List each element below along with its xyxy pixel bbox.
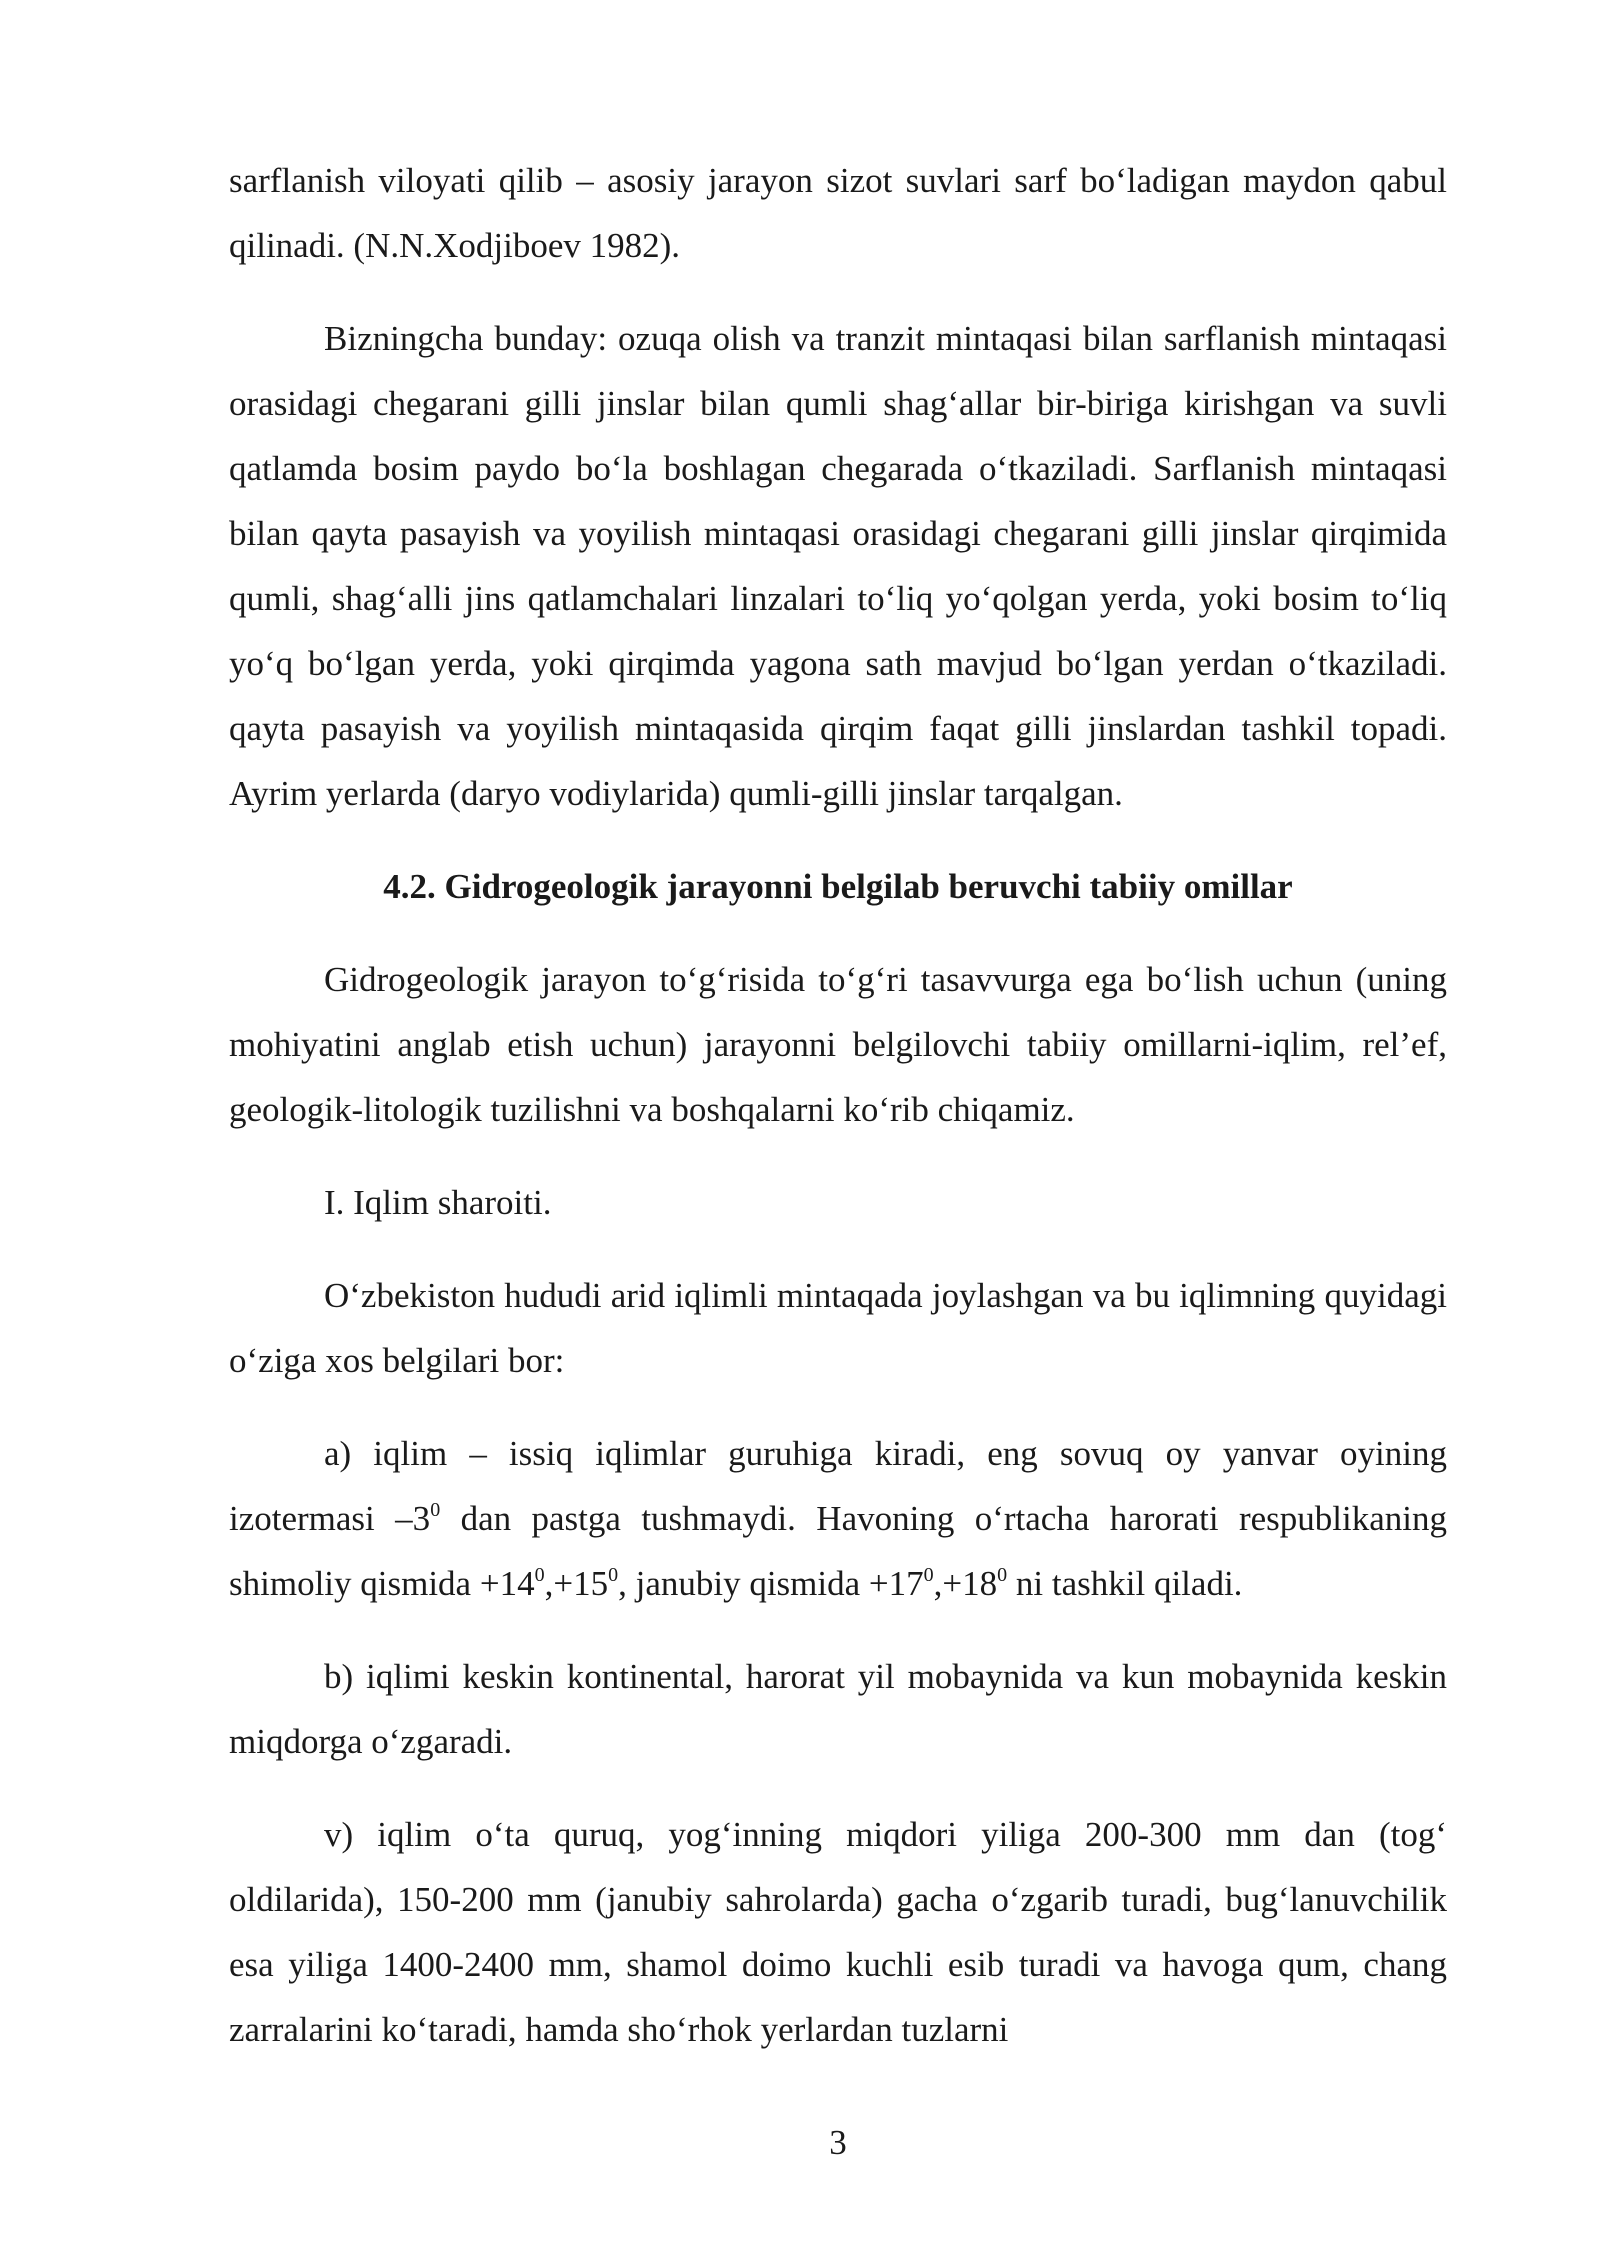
section-heading: 4.2. Gidrogeologik jarayonni belgilab beruvchi tabiiy omillar — [383, 867, 1293, 906]
degree-superscript: 0 — [997, 1564, 1008, 1586]
text-column — [229, 148, 1447, 2090]
degree-superscript: 0 — [923, 1564, 934, 1586]
degree-superscript: 0 — [608, 1564, 619, 1586]
item-a-text-2: dan pastga tushmaydi. Havoning o‘rtacha harorati respublikaning shimoliy qismida +14 — [229, 1499, 1448, 1603]
item-a-text-5: ,+18 — [933, 1564, 998, 1603]
paragraph-climate-title: I. Iqlim sharoiti. — [324, 1183, 552, 1222]
paragraph-continuation: sarflanish viloyati qilib – asosiy jarayon sizot suvlari sarf bo‘ladigan maydon qabul qilinadi. (N.N.Xodjiboev 1982). — [229, 161, 1447, 265]
paragraph-item-v: v) iqlim o‘ta quruq, yog‘inning miqdori yiliga 200-300 mm dan (tog‘ oldilarida), 150-200 mm (janubiy sahrolarda) gacha o‘zgarib turadi, bug‘lanuvchilik esa yiliga 1400-2400 mm, shamol doimo kuchli esib turadi va havoga qum, chang zarralarini ko‘taradi, hamda sho‘rhok yerlardan tuzlarni — [229, 1815, 1447, 2049]
paragraph-item-b: b) iqlimi keskin kontinental, harorat yil mobaynida va kun mobaynida keskin miqdorga o‘zgaradi. — [229, 1657, 1447, 1761]
paragraph-boundaries: Bizningcha bunday: ozuqa olish va tranzit mintaqasi bilan sarflanish mintaqasi orasidagi chegarani gilli jinslar bilan qumli shag‘allar bir-biriga kirishgan va suvli qatlamda bosim paydo bo‘la boshlagan chegarada o‘tkaziladi. Sarflanish mintaqasi bilan qayta pasayish va yoyilish mintaqasi orasidagi chegarani gilli jinslar qirqimida qumli, shag‘alli jins qatlamchalari linzalari to‘liq yo‘qolgan yerda, yoki bosim to‘liq yo‘q bo‘lgan yerda, yoki qirqimda yagona sath mavjud bo‘lgan yerdan o‘tkaziladi. qayta pasayish va yoyilish mintaqasida qirqim faqat gilli jinslardan tashkil topadi. Ayrim yerlarda (daryo vodiylarida) qumli-gilli jinslar tarqalgan. — [229, 319, 1447, 813]
paragraph-item-a — [229, 1421, 1447, 1616]
paragraph-arid-climate: O‘zbekiston hududi arid iqlimli mintaqada joylashgan va bu iqlimning quyidagi o‘ziga xos belgilari bor: — [229, 1276, 1447, 1380]
page-number: 3 — [829, 2123, 847, 2162]
item-a-text-4: , janubiy qismida +17 — [618, 1564, 924, 1603]
item-a-text-3: ,+15 — [544, 1564, 609, 1603]
item-a-text-6: ni tashkil qiladi. — [1007, 1564, 1243, 1603]
paragraph-intro-factors: Gidrogeologik jarayon to‘g‘risida to‘g‘ri tasavvurga ega bo‘lish uchun (uning mohiyatini anglab etish uchun) jarayonni belgilovchi tabiiy omillarni-iqlim, rel’ef, geologik-litologik tuzilishni va boshqalarni ko‘rib chiqamiz. — [229, 960, 1447, 1129]
item-a-text-1: a) iqlim – issiq iqlimlar guruhiga kiradi, eng sovuq oy yanvar oyining izotermasi –3 — [229, 1434, 1447, 1538]
degree-superscript: 0 — [534, 1564, 545, 1586]
degree-superscript: 0 — [430, 1499, 441, 1521]
